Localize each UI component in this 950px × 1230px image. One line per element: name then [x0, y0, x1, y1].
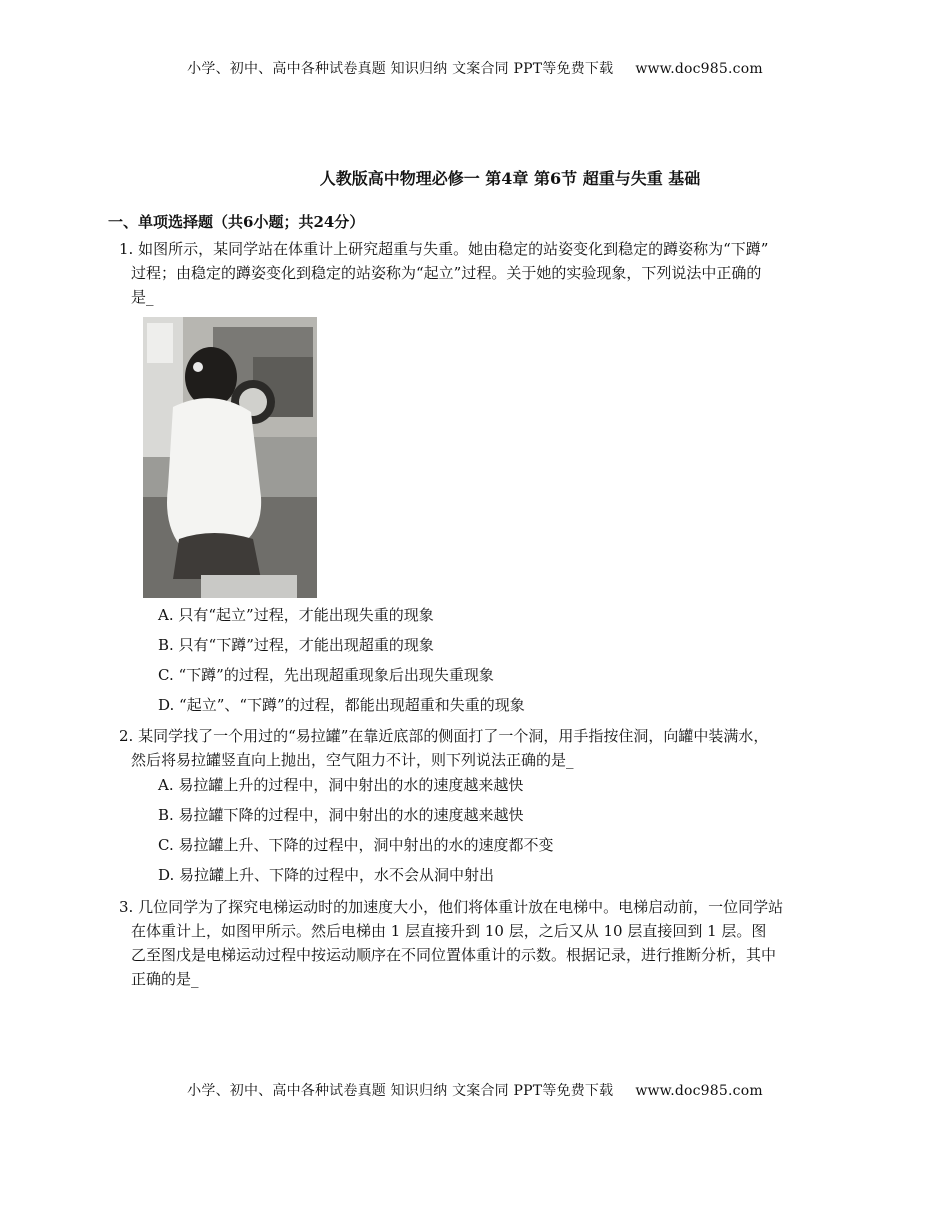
- question-3-stem: [119, 895, 841, 991]
- page-footer: [0, 1080, 950, 1100]
- question-line: 然后将易拉罐竖直向上抛出，空气阻力不计，则下列说法正确的是_: [131, 751, 574, 769]
- question-line: 2. 某同学找了一个用过的“易拉罐”在靠近底部的侧面打了一个洞，用手指按住洞，向罐中装满水，: [119, 727, 769, 745]
- header-url[interactable]: www.doc985.com: [635, 61, 763, 77]
- question-2-stem: [119, 724, 841, 772]
- question-1-options: [158, 600, 525, 720]
- question-line: 是_: [131, 288, 154, 306]
- option-a[interactable]: A. 只有“起立”过程，才能出现失重的现象: [158, 606, 434, 624]
- footer-text: 小学、初中、高中各种试卷真题 知识归纳 文案合同 PPT等免费下载: [187, 1083, 614, 1099]
- option-d[interactable]: D. “起立”、“下蹲”的过程，都能出现超重和失重的现象: [158, 696, 525, 714]
- section-heading: 一、单项选择题（共6小题；共24分）: [108, 213, 365, 231]
- question-line: 乙至图戊是电梯运动过程中按运动顺序在不同位置体重计的示数。根据记录，进行推断分析，其中: [131, 946, 777, 964]
- question-line: 1. 如图所示，某同学站在体重计上研究超重与失重。她由稳定的站姿变化到稳定的蹲姿称为“下蹲”: [119, 240, 769, 258]
- question-line: 正确的是_: [131, 970, 199, 988]
- header-text: 小学、初中、高中各种试卷真题 知识归纳 文案合同 PPT等免费下载: [187, 61, 614, 77]
- page-header: [0, 58, 950, 78]
- question-line: 3. 几位同学为了探究电梯运动时的加速度大小，他们将体重计放在电梯中。电梯启动前，一位同学站: [119, 898, 784, 916]
- document-title: 人教版高中物理必修一 第4章 第6节 超重与失重 基础: [319, 169, 701, 188]
- option-b[interactable]: B. 只有“下蹲”过程，才能出现超重的现象: [158, 636, 434, 654]
- question-2-options: [158, 770, 553, 890]
- question-line: 过程；由稳定的蹲姿变化到稳定的站姿称为“起立”过程。关于她的实验现象，下列说法中正确的: [131, 264, 762, 282]
- option-a[interactable]: A. 易拉罐上升的过程中，洞中射出的水的速度越来越快: [158, 776, 524, 794]
- option-c[interactable]: C. “下蹲”的过程，先出现超重现象后出现失重现象: [158, 666, 494, 684]
- option-c[interactable]: C. 易拉罐上升、下降的过程中，洞中射出的水的速度都不变: [158, 836, 554, 854]
- option-b[interactable]: B. 易拉罐下降的过程中，洞中射出的水的速度越来越快: [158, 806, 524, 824]
- girl-on-scale-image: [143, 317, 317, 598]
- option-d[interactable]: D. 易拉罐上升、下降的过程中，水不会从洞中射出: [158, 866, 495, 884]
- question-1-stem: [119, 237, 841, 309]
- question-line: 在体重计上，如图甲所示。然后电梯由 1 层直接升到 10 层，之后又从 10 层直接回到 1 层。图: [131, 922, 767, 940]
- question-1-photo: [143, 317, 317, 598]
- footer-url[interactable]: www.doc985.com: [635, 1083, 763, 1099]
